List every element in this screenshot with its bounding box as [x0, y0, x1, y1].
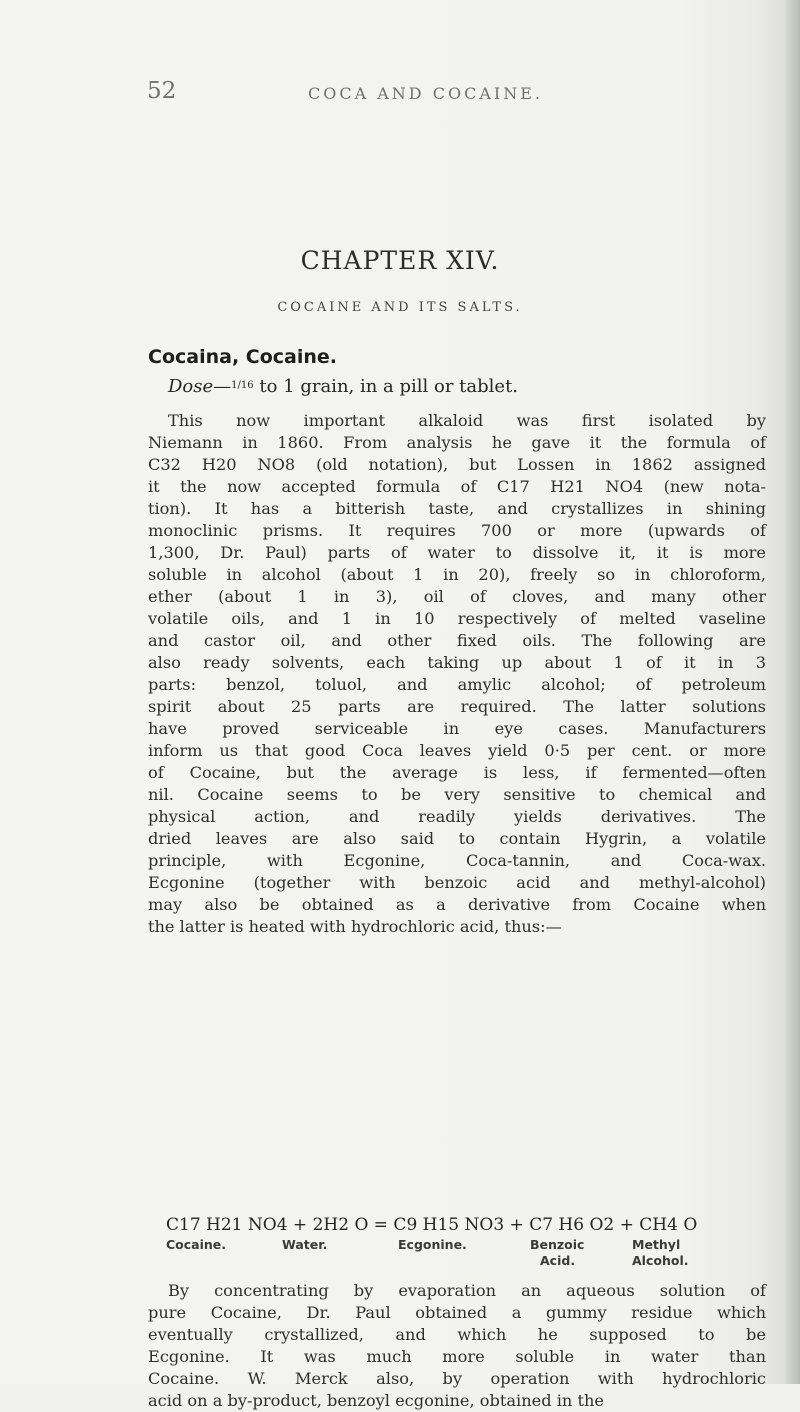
dose-fraction: 1/16 [231, 380, 254, 391]
text-line: By concentrating by evaporation an aqueous solution of [168, 1281, 766, 1300]
dose-label: Dose [168, 376, 214, 397]
text-line: Ecgonine (together with benzoic acid and methyl-alcohol) [148, 873, 766, 892]
text-line: acid on a by-product, benzoyl ecgonine, obtained in the [148, 1391, 604, 1410]
text-line: monoclinic prisms. It requires 700 or more (upwards of [148, 521, 766, 540]
chemical-equation: C17 H21 NO4 + 2H2 O = C9 H15 NO3 + C7 H6 O2 + CH4 O [166, 1215, 698, 1235]
text-line: eventually crystallized, and which he supposed to be [148, 1325, 766, 1344]
text-line: pure Cocaine, Dr. Paul obtained a gummy residue which [148, 1303, 766, 1322]
equation-label-benzoic: Benzoic [530, 1237, 585, 1252]
text-line: may also be obtained as a derivative from Cocaine when [148, 895, 766, 914]
dose-dash: — [213, 376, 232, 397]
text-line: volatile oils, and 1 in 10 respectively of melted vaseline [148, 609, 766, 628]
chapter-title: CHAPTER XIV. [300, 246, 500, 275]
text-line: dried leaves are also said to contain Hygrin, a volatile [148, 829, 766, 848]
chapter-subtitle: COCAINE AND ITS SALTS. [277, 300, 523, 315]
running-title: COCA AND COCAINE. [308, 84, 543, 103]
equation-label-cocaine: Cocaine. [166, 1237, 227, 1252]
text-line: nil. Cocaine seems to be very sensitive to chemical and [148, 785, 766, 804]
text-line: 1,300, Dr. Paul) parts of water to dissolve it, it is more [148, 543, 766, 562]
paragraph-1 [148, 410, 766, 938]
text-line: Niemann in 1860. From analysis he gave it the formula of [148, 433, 766, 452]
text-line: This now important alkaloid was first isolated by [168, 411, 766, 430]
text-line: tion). It has a bitterish taste, and crystallizes in shining [148, 499, 766, 518]
equation-label-acid: Acid. [540, 1253, 576, 1268]
text-line: Cocaine. W. Merck also, by operation with hydrochloric [148, 1369, 766, 1388]
text-line: spirit about 25 parts are required. The latter solutions [148, 697, 766, 716]
text-line: ether (about 1 in 3), oil of cloves, and many other [148, 587, 766, 606]
text-line: Ecgonine. It was much more soluble in water than [148, 1347, 766, 1366]
text-line: C32 H20 NO8 (old notation), but Lossen in 1862 assigned [148, 455, 766, 474]
text-line: inform us that good Coca leaves yield 0·5 per cent. or more [148, 741, 766, 760]
entry-heading: Cocaina, Cocaine. [148, 346, 337, 368]
text-line: parts: benzol, toluol, and amylic alcohol; of petroleum [148, 675, 766, 694]
page-edge-shadow [786, 0, 800, 1384]
text-line: physical action, and readily yields derivatives. The [148, 807, 766, 826]
text-line: principle, with Ecgonine, Coca-tannin, and Coca-wax. [148, 851, 766, 870]
text-line: have proved serviceable in eye cases. Manufacturers [148, 719, 766, 738]
text-line: soluble in alcohol (about 1 in 20), freely so in chloroform, [148, 565, 766, 584]
page-number: 52 [147, 78, 177, 104]
dose-line [168, 376, 518, 397]
equation-label-water: Water. [282, 1237, 328, 1252]
equation-label-alcohol: Alcohol. [632, 1253, 689, 1268]
dose-text: to 1 grain, in a pill or tablet. [253, 376, 519, 397]
equation-label-ecgonine: Ecgonine. [398, 1237, 467, 1252]
text-line: and castor oil, and other fixed oils. The following are [148, 631, 766, 650]
equation-label-methyl: Methyl [632, 1237, 681, 1252]
paragraph-2 [148, 1280, 766, 1412]
text-line: also ready solvents, each taking up about 1 of it in 3 [148, 653, 766, 672]
text-line: of Cocaine, but the average is less, if fermented—often [148, 763, 766, 782]
text-line: the latter is heated with hydrochloric acid, thus:— [148, 917, 562, 936]
text-line: it the now accepted formula of C17 H21 NO4 (new nota- [148, 477, 766, 496]
